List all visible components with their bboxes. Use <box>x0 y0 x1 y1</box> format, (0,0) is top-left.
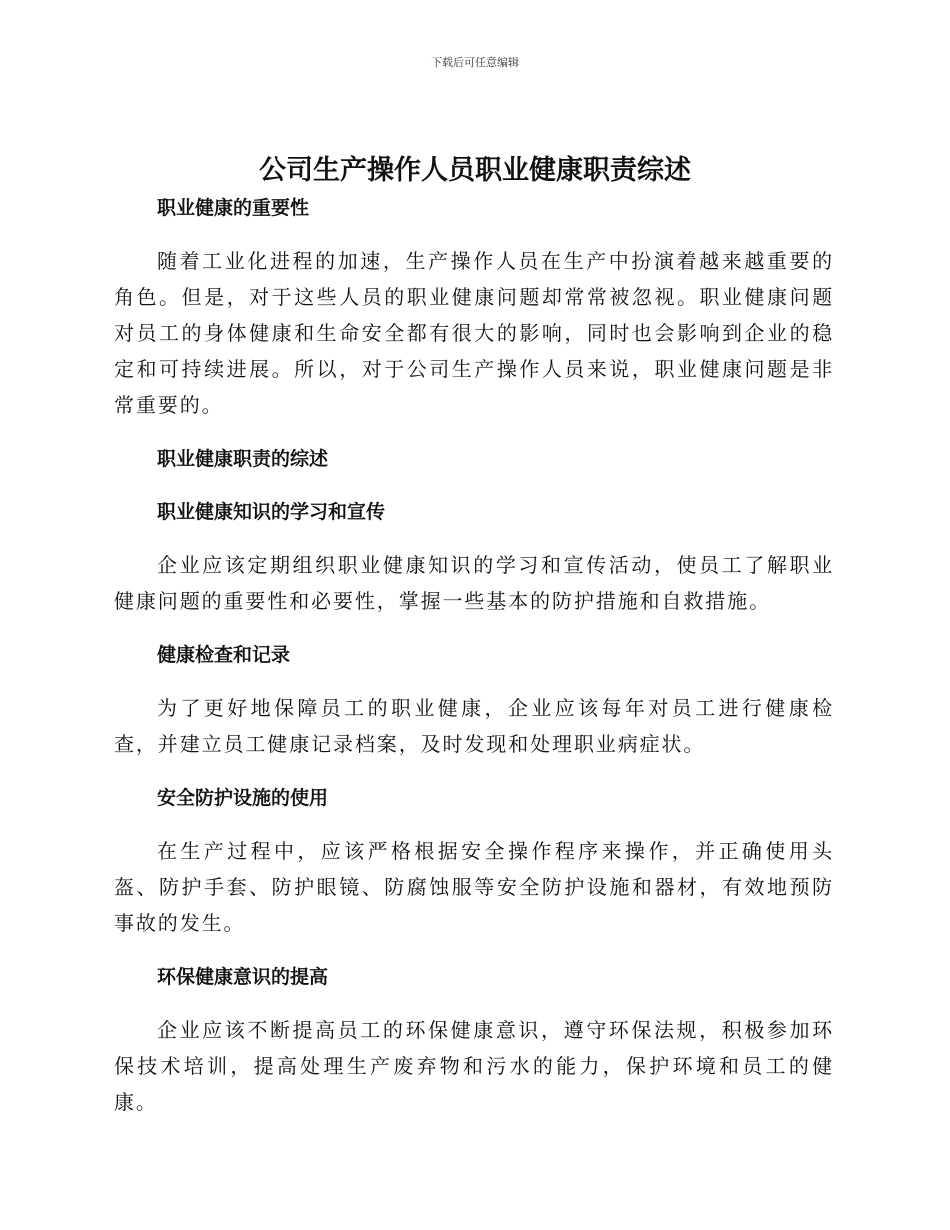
document-body <box>114 190 834 1120</box>
section-heading-environment: 环保健康意识的提高 <box>157 966 329 988</box>
section-paragraph-environment: 企业应该不断提高员工的环保健康意识，遵守环保法规，积极参加环保技术培训，提高处理生产废弃物和污水的能力，保护环境和员工的健康。 <box>114 1018 834 1114</box>
section-heading-importance: 职业健康的重要性 <box>157 197 310 219</box>
document-title: 公司生产操作人员职业健康职责综述 <box>259 155 691 186</box>
section-heading-learning: 职业健康知识的学习和宣传 <box>157 501 386 523</box>
section-heading-overview: 职业健康职责的综述 <box>157 448 329 470</box>
section-paragraph-checkup: 为了更好地保障员工的职业健康，企业应该每年对员工进行健康检查，并建立员工健康记录档案，及时发现和处理职业病症状。 <box>114 696 834 756</box>
section-paragraph-protection: 在生产过程中，应该严格根据安全操作程序来操作，并正确使用头盔、防护手套、防护眼镜、防腐蚀服等安全防护设施和器材，有效地预防事故的发生。 <box>114 839 834 935</box>
section-heading-checkup: 健康检查和记录 <box>157 644 291 666</box>
page-header-note: 下载后可任意编辑 <box>431 56 519 69</box>
section-paragraph-learning: 企业应该定期组织职业健康知识的学习和宣传活动，使员工了解职业健康问题的重要性和必要性，掌握一些基本的防护措施和自救措施。 <box>114 553 834 613</box>
section-heading-protection: 安全防护设施的使用 <box>157 787 329 809</box>
section-paragraph-importance: 随着工业化进程的加速，生产操作人员在生产中扮演着越来越重要的角色。但是，对于这些人员的职业健康问题却常常被忽视。职业健康问题对员工的身体健康和生命安全都有很大的影响，同时也会影响到企业的稳定和可持续进展。所以，对于公司生产操作人员来说，职业健康问题是非常重要的。 <box>114 249 834 417</box>
